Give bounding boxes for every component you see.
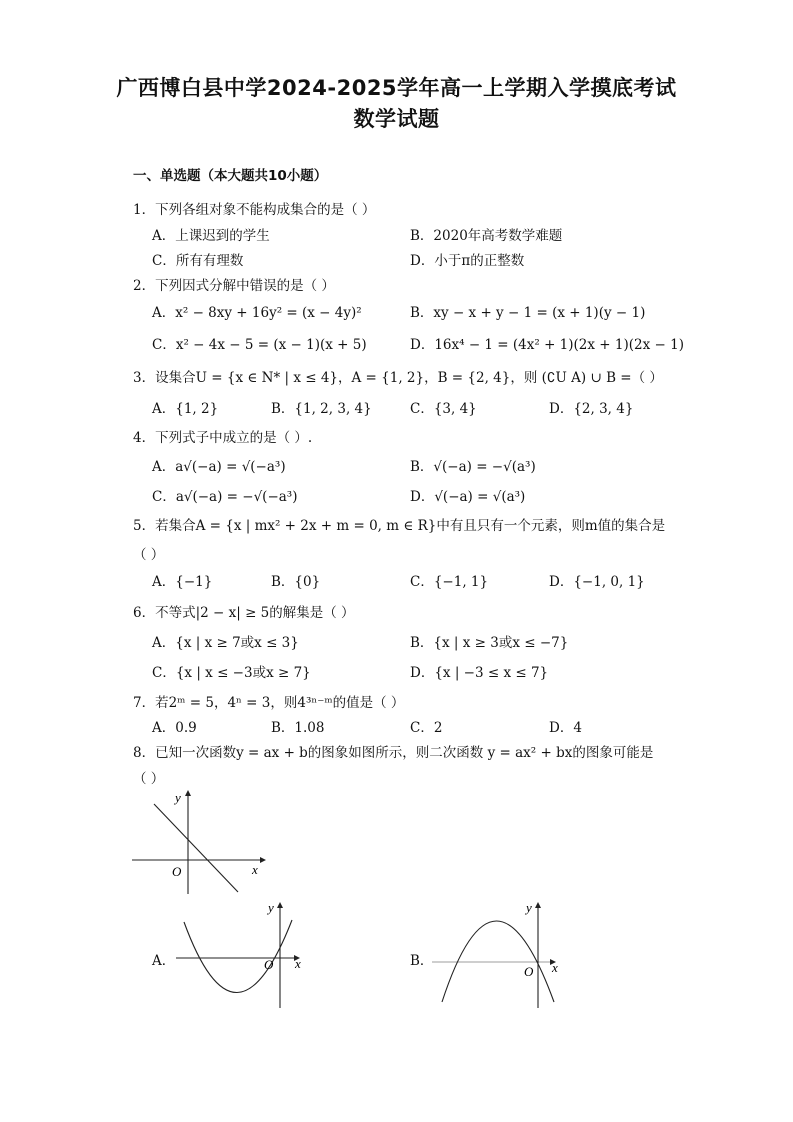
question-8-stem: 8．已知一次函数y = ax + b的图象如图所示，则二次函数 y = ax² + bx的图象可能是 — [133, 745, 654, 761]
question-3-stem: 3．设集合U = {x ∈ N* | x ≤ 4}，A = {1, 2}，B = {2, 4}，则 (∁U A) ∪ B =（ ） — [133, 370, 663, 386]
origin-label: O — [264, 957, 274, 972]
question-5-option-c[interactable]: C．{−1, 1} — [410, 574, 489, 590]
question-4-option-c[interactable]: C．a√(−a) = −√(−a³) — [152, 489, 298, 505]
question-8-stem-cont: （ ） — [133, 771, 165, 787]
question-4-stem: 4．下列式子中成立的是（ ）. — [133, 430, 313, 446]
parabola-curve — [442, 921, 554, 1002]
y-axis-label: y — [175, 790, 181, 805]
option-b-parabola-graph[interactable] — [428, 898, 568, 1010]
x-axis-label: x — [252, 862, 258, 877]
question-6-option-d[interactable]: D．{x | −3 ≤ x ≤ 7} — [410, 665, 549, 681]
question-1-stem: 1．下列各组对象不能构成集合的是（ ） — [133, 202, 376, 218]
question-3-option-b[interactable]: B．{1, 2, 3, 4} — [271, 401, 372, 417]
x-axis-label: x — [295, 956, 301, 971]
question-5-stem-cont: （ ） — [133, 547, 165, 563]
origin-label: O — [172, 864, 182, 879]
y-axis-label: y — [526, 900, 532, 915]
y-axis-arrow — [185, 790, 191, 796]
question-2-option-a[interactable]: A．x² − 8xy + 16y² = (x − 4y)² — [152, 305, 362, 321]
y-axis-label: y — [268, 900, 274, 915]
question-1-option-b[interactable]: B．2020年高考数学难题 — [410, 228, 563, 244]
question-5-option-b[interactable]: B．{0} — [271, 574, 321, 590]
section-heading: 一、单选题（本大题共10小题） — [133, 168, 328, 184]
question-5-option-d[interactable]: D．{−1, 0, 1} — [549, 574, 645, 590]
question-8-option-b[interactable]: B． — [410, 953, 434, 969]
question-3-option-a[interactable]: A．{1, 2} — [152, 401, 219, 417]
option-a-parabola-graph[interactable] — [170, 898, 310, 1010]
question-2-stem: 2．下列因式分解中错误的是（ ） — [133, 278, 335, 294]
question-6-option-c[interactable]: C．{x | x ≤ −3或x ≥ 7} — [152, 665, 311, 681]
question-1-option-c[interactable]: C．所有有理数 — [152, 253, 244, 269]
linear-line — [154, 804, 238, 892]
question-1-option-d[interactable]: D．小于π的正整数 — [410, 253, 525, 269]
question-8-option-a[interactable]: A． — [152, 953, 176, 969]
question-6-option-a[interactable]: A．{x | x ≥ 7或x ≤ 3} — [152, 635, 299, 651]
question-1-option-a[interactable]: A．上课迟到的学生 — [152, 228, 270, 244]
question-2-option-b[interactable]: B．xy − x + y − 1 = (x + 1)(y − 1) — [410, 305, 646, 321]
question-5-stem: 5．若集合A = {x | mx² + 2x + m = 0, m ∈ R}中有且只有一个元素，则m值的集合是 — [133, 518, 666, 534]
question-7-option-c[interactable]: C．2 — [410, 720, 443, 736]
y-axis-arrow — [535, 902, 541, 908]
parabola-curve — [184, 920, 292, 993]
question-7-option-a[interactable]: A．0.9 — [152, 720, 197, 736]
page-subtitle: 数学试题 — [353, 107, 440, 131]
linear-function-graph — [128, 786, 268, 896]
question-3-option-c[interactable]: C．{3, 4} — [410, 401, 477, 417]
question-6-stem: 6．不等式|2 − x| ≥ 5的解集是（ ） — [133, 605, 355, 621]
x-axis-label: x — [552, 960, 558, 975]
origin-label: O — [524, 964, 534, 979]
question-4-option-a[interactable]: A．a√(−a) = √(−a³) — [152, 459, 286, 475]
question-3-option-d[interactable]: D．{2, 3, 4} — [549, 401, 634, 417]
question-7-option-b[interactable]: B．1.08 — [271, 720, 325, 736]
page-title: 广西博白县中学2024-2025学年高一上学期入学摸底考试 — [116, 76, 677, 100]
x-axis-arrow — [260, 857, 266, 863]
question-5-option-a[interactable]: A．{−1} — [152, 574, 213, 590]
question-2-option-d[interactable]: D．16x⁴ − 1 = (4x² + 1)(2x + 1)(2x − 1) — [410, 337, 684, 353]
question-7-stem: 7．若2ᵐ = 5，4ⁿ = 3，则4³ⁿ⁻ᵐ的值是（ ） — [133, 695, 405, 711]
question-2-option-c[interactable]: C．x² − 4x − 5 = (x − 1)(x + 5) — [152, 337, 367, 353]
question-4-option-b[interactable]: B．√(−a) = −√(a³) — [410, 459, 536, 475]
question-6-option-b[interactable]: B．{x | x ≥ 3或x ≤ −7} — [410, 635, 569, 651]
question-4-option-d[interactable]: D．√(−a) = √(a³) — [410, 489, 526, 505]
question-7-option-d[interactable]: D．4 — [549, 720, 582, 736]
y-axis-arrow — [277, 902, 283, 908]
